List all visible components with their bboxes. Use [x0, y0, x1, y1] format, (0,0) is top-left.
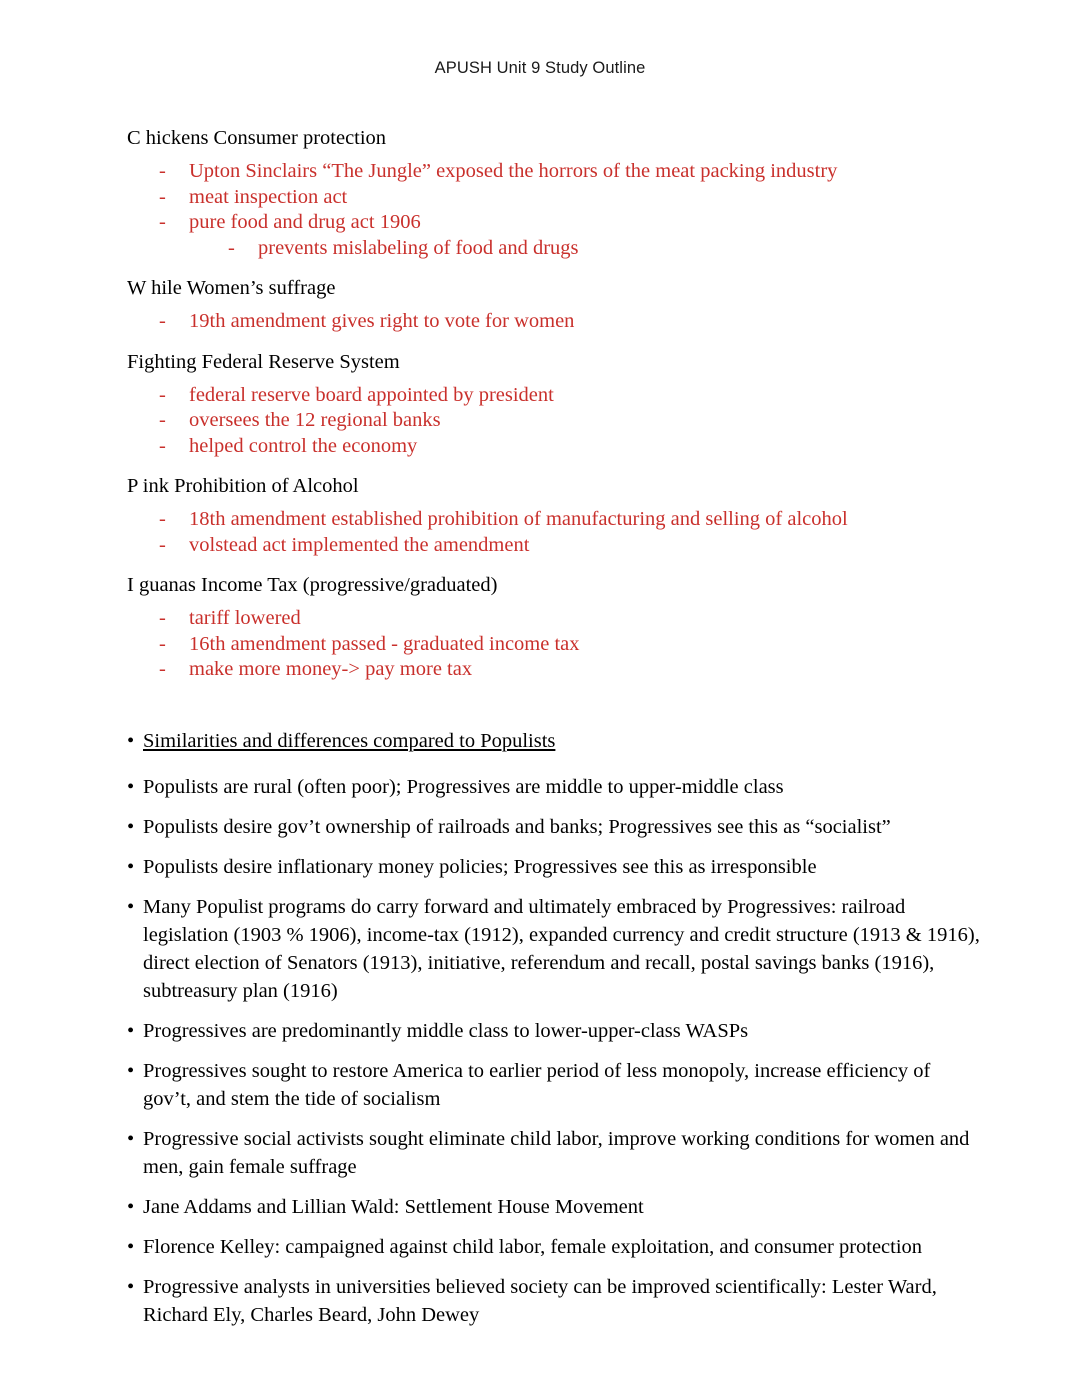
outline-block — [127, 348, 959, 460]
dash-bullet-icon: - — [159, 533, 166, 556]
outline-bullet-text: volstead act implemented the amendment — [189, 533, 530, 556]
dash-bullet-icon: - — [159, 310, 166, 332]
comparison-heading — [127, 727, 983, 755]
outline-bullet — [127, 210, 959, 236]
outline-block — [127, 124, 959, 261]
outline-bullet — [127, 507, 959, 533]
outline-bullet-text: helped control the economy — [189, 434, 418, 457]
bullet-dot-icon: • — [127, 1275, 135, 1298]
outline-sub-bullet — [127, 236, 959, 262]
comparison-paragraph-text: Progressives are predominantly middle class to lower-upper-class WASPs — [143, 1019, 749, 1042]
outline-bullet-text: tariff lowered — [189, 607, 301, 629]
dash-bullet-icon: - — [159, 607, 166, 629]
comparison-paragraph — [127, 1193, 983, 1221]
comparison-paragraph — [127, 893, 983, 1005]
comparison-paragraph — [127, 1057, 983, 1113]
bullet-dot-icon: • — [127, 1059, 135, 1082]
comparison-paragraph — [127, 1125, 983, 1181]
comparison-paragraph — [127, 853, 983, 881]
comparison-paragraph-text: Populists are rural (often poor); Progressives are middle to upper-middle class — [143, 775, 784, 798]
outline-bullet — [127, 533, 959, 559]
dash-bullet-icon: - — [159, 211, 166, 233]
outline-bullet-list — [127, 606, 959, 683]
comparison-paragraph-text: Progressive analysts in universities believed society can be improved scientifically: Lester Ward, Richard Ely, Charles Beard, John Dewey — [143, 1275, 937, 1326]
bullet-dot-icon: • — [127, 1019, 135, 1042]
outline-heading: W hile Women’s suffrage — [127, 277, 336, 299]
outline-block — [127, 472, 959, 558]
bullet-dot-icon: • — [127, 895, 135, 918]
dash-bullet-icon: - — [159, 409, 166, 431]
outline-bullet-text: pure food and drug act 1906 — [189, 211, 421, 233]
dash-bullet-icon: - — [159, 185, 166, 208]
comparison-paragraph-text: Jane Addams and Lillian Wald: Settlement House Movement — [143, 1195, 644, 1218]
outline-bullet — [127, 408, 959, 434]
outline-bullet-text: federal reserve board appointed by president — [189, 383, 554, 406]
outline-bullet-list — [127, 507, 959, 558]
populist-comparison-section — [127, 727, 980, 1329]
comparison-paragraph-text: Populists desire inflationary money policies; Progressives see this as irresponsible — [143, 855, 817, 878]
outline-bullet-text: prevents mislabeling of food and drugs — [258, 236, 579, 259]
dash-bullet-icon: - — [159, 658, 166, 680]
comparison-paragraph — [127, 1233, 983, 1261]
outline-block — [127, 274, 959, 335]
comparison-paragraph-text: Progressive social activists sought eliminate child labor, improve working conditions for women and men, gain female suffrage — [143, 1127, 970, 1178]
outline-bullet-text: make more money-> pay more tax — [189, 658, 473, 680]
outline-block — [127, 571, 959, 683]
outline-bullet-text: oversees the 12 regional banks — [189, 409, 441, 431]
outline-bullet — [127, 185, 959, 211]
comparison-paragraph — [127, 1017, 983, 1045]
bullet-dot-icon: • — [127, 1235, 135, 1258]
comparison-paragraph-text: Populists desire gov’t ownership of railroads and banks; Progressives see this as “socialist” — [143, 815, 891, 838]
dash-bullet-icon: - — [159, 160, 166, 182]
comparison-paragraph-text: Florence Kelley: campaigned against child labor, female exploitation, and consumer protection — [143, 1235, 923, 1258]
dash-bullet-icon: - — [159, 434, 166, 457]
bullet-dot-icon: • — [127, 855, 135, 878]
outline-bullet — [127, 383, 959, 409]
dash-bullet-icon: - — [159, 383, 166, 406]
outline-bullet-list — [127, 159, 959, 261]
outline-bullet-list — [127, 309, 959, 335]
dash-bullet-icon: - — [159, 508, 166, 530]
mnemonic-outline-section — [127, 124, 959, 683]
dash-bullet-icon: - — [159, 632, 166, 655]
outline-bullet-text: 16th amendment passed - graduated income tax — [189, 632, 580, 655]
bullet-dot-icon: • — [127, 775, 135, 798]
outline-bullet — [127, 606, 959, 632]
outline-heading: Fighting Federal Reserve System — [127, 350, 400, 373]
outline-bullet-text: meat inspection act — [189, 185, 348, 208]
outline-heading: I guanas Income Tax (progressive/graduated) — [127, 574, 498, 596]
outline-bullet-list — [127, 383, 959, 460]
comparison-paragraph — [127, 1273, 983, 1329]
comparison-paragraph-text: Similarities and differences compared to Populists — [143, 729, 556, 752]
bullet-dot-icon: • — [127, 729, 135, 752]
outline-bullet — [127, 159, 959, 185]
outline-bullet — [127, 434, 959, 460]
outline-bullet-text: Upton Sinclairs “The Jungle” exposed the horrors of the meat packing industry — [189, 160, 838, 182]
comparison-paragraph-text: Progressives sought to restore America to earlier period of less monopoly, increase efficiency of gov’t, and stem the tide of socialism — [143, 1059, 931, 1110]
outline-heading: P ink Prohibition of Alcohol — [127, 475, 359, 497]
dash-bullet-icon: - — [228, 236, 235, 259]
outline-bullet — [127, 657, 959, 683]
document-body — [127, 124, 980, 1341]
outline-bullet-text: 18th amendment established prohibition of manufacturing and selling of alcohol — [189, 508, 848, 530]
bullet-dot-icon: • — [127, 1127, 135, 1150]
bullet-dot-icon: • — [127, 1195, 135, 1218]
outline-bullet — [127, 309, 959, 335]
outline-bullet — [127, 632, 959, 658]
bullet-dot-icon: • — [127, 815, 135, 838]
outline-bullet-text: 19th amendment gives right to vote for women — [189, 310, 575, 332]
comparison-paragraph — [127, 813, 983, 841]
outline-heading: C hickens Consumer protection — [127, 127, 387, 149]
comparison-paragraph — [127, 773, 983, 801]
comparison-paragraph-text: Many Populist programs do carry forward and ultimately embraced by Progressives: railroad legislation (1903 % 1906), income-tax (1912), expanded currency and credit structure (1913 & 1916), direct election of Senators (1913), initiative, referendum and recall, postal savings banks (1916), subtreasury plan (1916) — [143, 895, 980, 1002]
document-header-title: APUSH Unit 9 Study Outline — [434, 59, 646, 77]
